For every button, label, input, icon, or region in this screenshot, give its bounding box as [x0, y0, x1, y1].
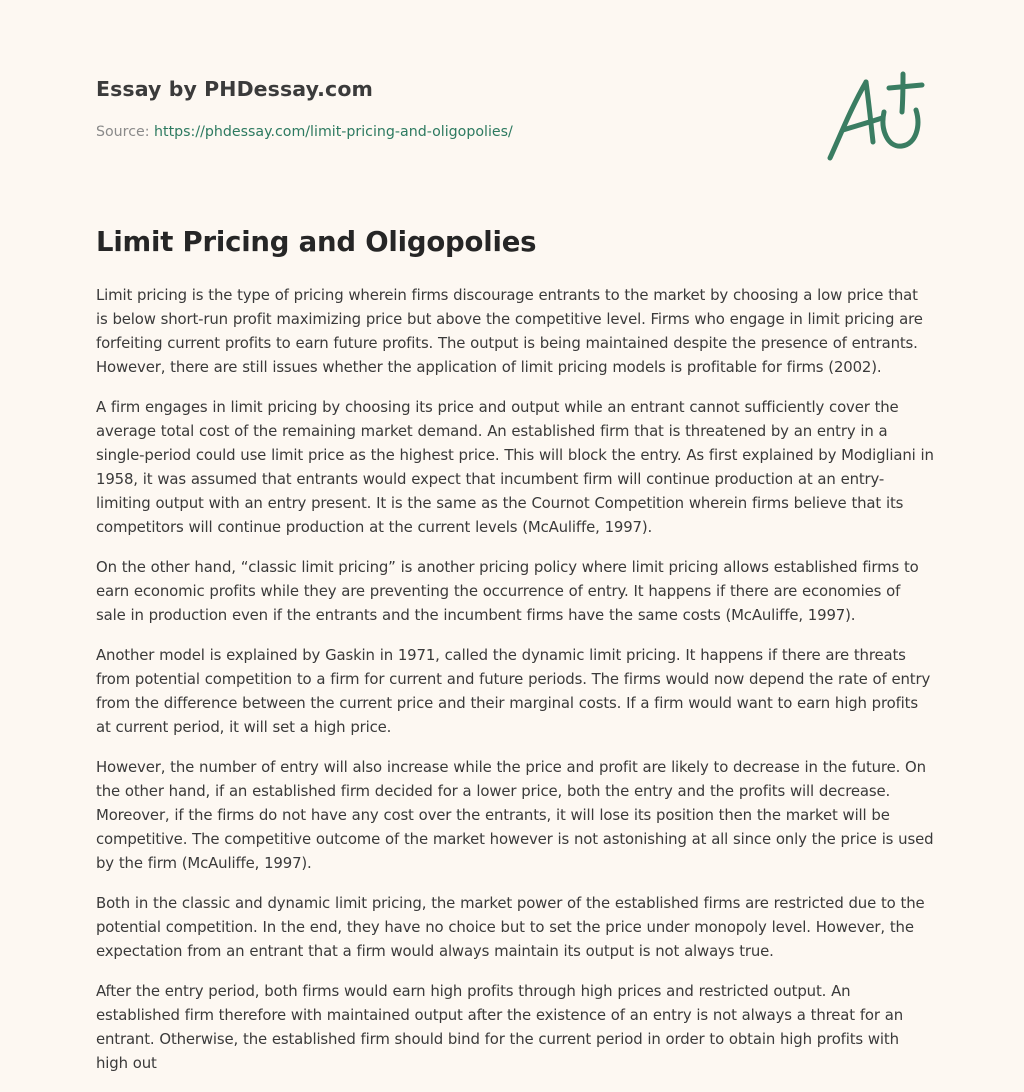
- source-line: [96, 124, 513, 140]
- site-brand: Essay by PHDessay.com: [96, 77, 373, 101]
- essay-paragraph: On the other hand, “classic limit pricing” is another pricing policy where limit pricing allows established firms to earn economic profits while they are preventing the occurrence of entry. It happens if there are economies of sale in production even if the entrants and the incumbent firms have the same costs (McAuliffe, 1997).: [96, 558, 919, 624]
- source-link[interactable]: https://phdessay.com/limit-pricing-and-oligopolies/: [154, 124, 513, 140]
- essay-title: Limit Pricing and Oligopolies: [96, 226, 537, 258]
- a-plus-grade-icon: [826, 66, 926, 166]
- essay-paragraph: Limit pricing is the type of pricing wherein firms discourage entrants to the market by choosing a low price that is below short-run profit maximizing price but above the competitive level. Firms who engage in limit pricing are forfeiting current profits to earn future profits. The output is being maintained despite the presence of entrants. However, there are still issues whether the application of limit pricing models is profitable for firms (2002).: [96, 286, 923, 376]
- essay-body: [96, 283, 934, 1091]
- essay-paragraph: However, the number of entry will also increase while the price and profit are likely to decrease in the future. On the other hand, if an established firm decided for a lower price, both the entry and the profits will decrease. Moreover, if the firms do not have any cost over the entrants, it will lose its position then the market will be competitive. The competitive outcome of the market however is not astonishing at all since only the price is used by the firm (McAuliffe, 1997).: [96, 758, 934, 872]
- essay-paragraph: After the entry period, both firms would earn high profits through high prices and restricted output. An established firm therefore with maintained output after the existence of an entry is not always a threat for an entrant. Otherwise, the established firm should bind for the current period in order to obtain high profits with high out: [96, 982, 903, 1072]
- essay-paragraph: A firm engages in limit pricing by choosing its price and output while an entrant cannot sufficiently cover the average total cost of the remaining market demand. An established firm that is threatened by an entry in a single-period could use limit price as the highest price. This will block the entry. As first explained by Modigliani in 1958, it was assumed that entrants would expect that incumbent firm will continue production at an entry-limiting output with an entry present. It is the same as the Cournot Competition wherein firms believe that its competitors will continue production at the current levels (McAuliffe, 1997).: [96, 398, 934, 536]
- essay-paragraph: Another model is explained by Gaskin in 1971, called the dynamic limit pricing. It happens if there are threats from potential competition to a firm for current and future periods. The firms would now depend the rate of entry from the difference between the current price and their marginal costs. If a firm would want to earn high profits at current period, it will set a high price.: [96, 646, 931, 736]
- source-label: Source:: [96, 124, 155, 140]
- essay-paragraph: Both in the classic and dynamic limit pricing, the market power of the established firms are restricted due to the potential competition. In the end, they have no choice but to set the price under monopoly level. However, the expectation from an entrant that a firm would always maintain its output is not always true.: [96, 894, 925, 960]
